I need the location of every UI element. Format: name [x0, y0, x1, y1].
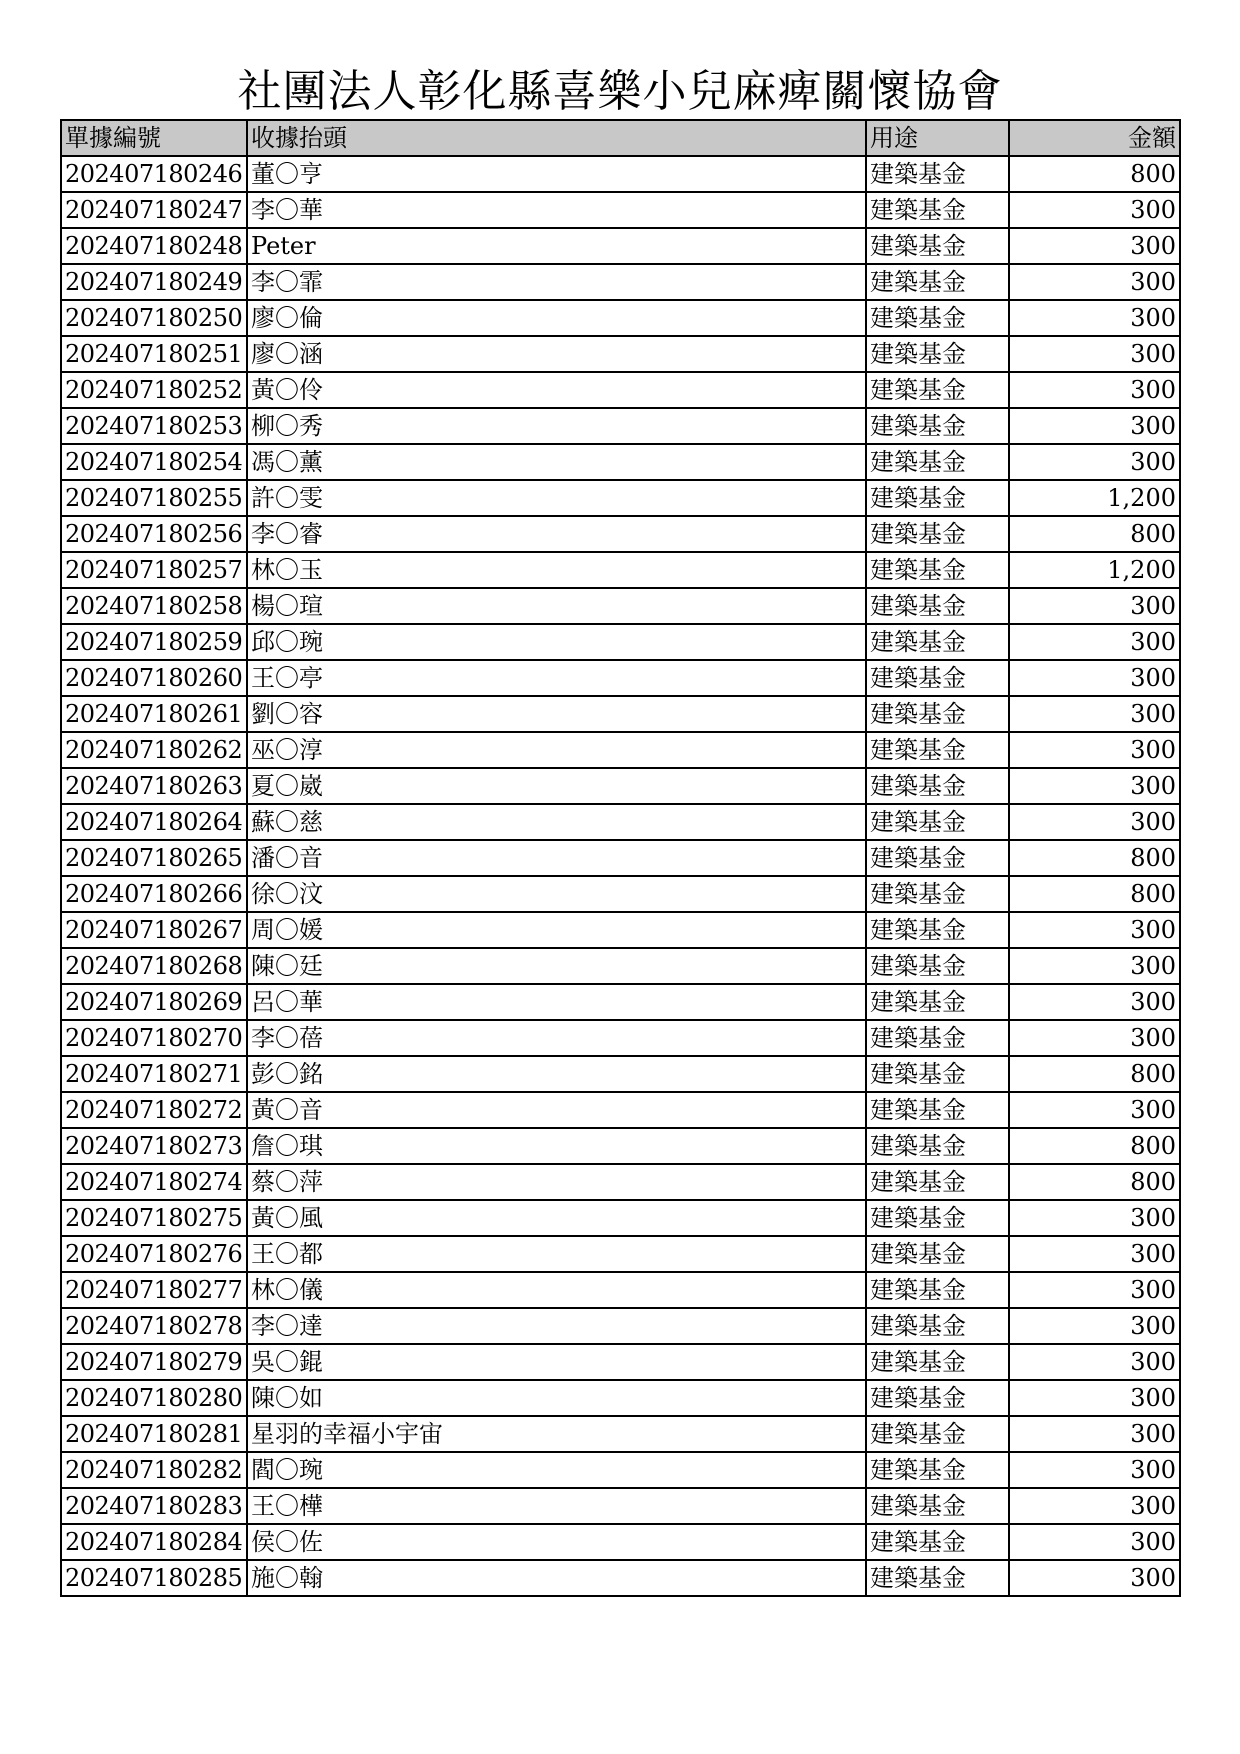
receipt-no-cell: 202407180282: [61, 1452, 247, 1488]
amount-cell: 800: [1009, 516, 1180, 552]
receipt-no-cell: 202407180285: [61, 1560, 247, 1596]
payee-cell: 蘇〇慈: [247, 804, 866, 840]
receipt-no-cell: 202407180270: [61, 1020, 247, 1056]
receipt-no-cell: 202407180258: [61, 588, 247, 624]
amount-cell: 300: [1009, 1416, 1180, 1452]
table-row: [61, 1344, 1180, 1380]
table-row: [61, 624, 1180, 660]
amount-cell: 300: [1009, 264, 1180, 300]
purpose-cell: 建築基金: [866, 1488, 1009, 1524]
receipt-no-cell: 202407180279: [61, 1344, 247, 1380]
table-row: [61, 1020, 1180, 1056]
receipt-no-cell: 202407180252: [61, 372, 247, 408]
table-row: [61, 228, 1180, 264]
receipt-no-cell: 202407180284: [61, 1524, 247, 1560]
table-row: [61, 1056, 1180, 1092]
table-row: [61, 1128, 1180, 1164]
payee-cell: 潘〇音: [247, 840, 866, 876]
purpose-cell: 建築基金: [866, 444, 1009, 480]
header-purpose: 用途: [866, 120, 1009, 156]
table-row: [61, 336, 1180, 372]
payee-cell: 邱〇琬: [247, 624, 866, 660]
payee-cell: 廖〇倫: [247, 300, 866, 336]
table-row: [61, 588, 1180, 624]
amount-cell: 300: [1009, 1092, 1180, 1128]
table-row: [61, 372, 1180, 408]
table-row: [61, 1524, 1180, 1560]
purpose-cell: 建築基金: [866, 696, 1009, 732]
receipt-no-cell: 202407180251: [61, 336, 247, 372]
receipt-no-cell: 202407180269: [61, 984, 247, 1020]
table-row: [61, 1272, 1180, 1308]
table-header-row: [61, 120, 1180, 156]
payee-cell: 徐〇汶: [247, 876, 866, 912]
amount-cell: 300: [1009, 1308, 1180, 1344]
receipt-no-cell: 202407180283: [61, 1488, 247, 1524]
purpose-cell: 建築基金: [866, 1236, 1009, 1272]
receipt-no-cell: 202407180278: [61, 1308, 247, 1344]
payee-cell: 閻〇琬: [247, 1452, 866, 1488]
receipt-no-cell: 202407180271: [61, 1056, 247, 1092]
amount-cell: 800: [1009, 876, 1180, 912]
payee-cell: 蔡〇萍: [247, 1164, 866, 1200]
amount-cell: 300: [1009, 336, 1180, 372]
table-row: [61, 408, 1180, 444]
purpose-cell: 建築基金: [866, 336, 1009, 372]
payee-cell: 巫〇淳: [247, 732, 866, 768]
table-row: [61, 912, 1180, 948]
payee-cell: 許〇雯: [247, 480, 866, 516]
amount-cell: 300: [1009, 984, 1180, 1020]
receipt-no-cell: 202407180253: [61, 408, 247, 444]
amount-cell: 300: [1009, 912, 1180, 948]
purpose-cell: 建築基金: [866, 768, 1009, 804]
payee-cell: 侯〇佐: [247, 1524, 866, 1560]
payee-cell: Peter: [247, 228, 866, 264]
table-row: [61, 732, 1180, 768]
purpose-cell: 建築基金: [866, 300, 1009, 336]
receipt-no-cell: 202407180267: [61, 912, 247, 948]
amount-cell: 300: [1009, 1380, 1180, 1416]
receipt-no-cell: 202407180248: [61, 228, 247, 264]
payee-cell: 林〇儀: [247, 1272, 866, 1308]
donation-table: [60, 119, 1181, 1597]
purpose-cell: 建築基金: [866, 552, 1009, 588]
table-row: [61, 444, 1180, 480]
purpose-cell: 建築基金: [866, 1164, 1009, 1200]
table-row: [61, 984, 1180, 1020]
amount-cell: 800: [1009, 1128, 1180, 1164]
amount-cell: 300: [1009, 1272, 1180, 1308]
purpose-cell: 建築基金: [866, 984, 1009, 1020]
receipt-no-cell: 202407180280: [61, 1380, 247, 1416]
amount-cell: 300: [1009, 696, 1180, 732]
payee-cell: 王〇樺: [247, 1488, 866, 1524]
purpose-cell: 建築基金: [866, 912, 1009, 948]
payee-cell: 李〇蓓: [247, 1020, 866, 1056]
payee-cell: 李〇達: [247, 1308, 866, 1344]
table-body: [61, 156, 1180, 1596]
table-row: [61, 696, 1180, 732]
purpose-cell: 建築基金: [866, 1344, 1009, 1380]
document-title: 社團法人彰化縣喜樂小兒麻痺關懷協會: [237, 66, 1003, 117]
table-row: [61, 1380, 1180, 1416]
table-row: [61, 1416, 1180, 1452]
payee-cell: 夏〇崴: [247, 768, 866, 804]
payee-cell: 陳〇廷: [247, 948, 866, 984]
amount-cell: 300: [1009, 228, 1180, 264]
receipt-no-cell: 202407180272: [61, 1092, 247, 1128]
amount-cell: 300: [1009, 1488, 1180, 1524]
receipt-no-cell: 202407180254: [61, 444, 247, 480]
purpose-cell: 建築基金: [866, 1020, 1009, 1056]
payee-cell: 黃〇伶: [247, 372, 866, 408]
payee-cell: 李〇睿: [247, 516, 866, 552]
purpose-cell: 建築基金: [866, 1200, 1009, 1236]
amount-cell: 800: [1009, 840, 1180, 876]
amount-cell: 300: [1009, 1344, 1180, 1380]
receipt-no-cell: 202407180268: [61, 948, 247, 984]
table-row: [61, 552, 1180, 588]
receipt-no-cell: 202407180261: [61, 696, 247, 732]
table-row: [61, 1164, 1180, 1200]
payee-cell: 李〇華: [247, 192, 866, 228]
amount-cell: 1,200: [1009, 480, 1180, 516]
purpose-cell: 建築基金: [866, 1092, 1009, 1128]
payee-cell: 馮〇薰: [247, 444, 866, 480]
purpose-cell: 建築基金: [866, 516, 1009, 552]
receipt-no-cell: 202407180277: [61, 1272, 247, 1308]
receipt-no-cell: 202407180263: [61, 768, 247, 804]
receipt-no-cell: 202407180260: [61, 660, 247, 696]
purpose-cell: 建築基金: [866, 372, 1009, 408]
amount-cell: 800: [1009, 1164, 1180, 1200]
amount-cell: 1,200: [1009, 552, 1180, 588]
receipt-no-cell: 202407180264: [61, 804, 247, 840]
payee-cell: 廖〇涵: [247, 336, 866, 372]
payee-cell: 柳〇秀: [247, 408, 866, 444]
purpose-cell: 建築基金: [866, 1056, 1009, 1092]
amount-cell: 300: [1009, 624, 1180, 660]
amount-cell: 300: [1009, 1236, 1180, 1272]
purpose-cell: 建築基金: [866, 264, 1009, 300]
purpose-cell: 建築基金: [866, 948, 1009, 984]
payee-cell: 彭〇銘: [247, 1056, 866, 1092]
table-row: [61, 516, 1180, 552]
purpose-cell: 建築基金: [866, 1308, 1009, 1344]
amount-cell: 300: [1009, 948, 1180, 984]
purpose-cell: 建築基金: [866, 1524, 1009, 1560]
table-row: [61, 480, 1180, 516]
amount-cell: 300: [1009, 804, 1180, 840]
amount-cell: 300: [1009, 732, 1180, 768]
table-row: [61, 1308, 1180, 1344]
receipt-no-cell: 202407180273: [61, 1128, 247, 1164]
purpose-cell: 建築基金: [866, 156, 1009, 192]
table-row: [61, 876, 1180, 912]
purpose-cell: 建築基金: [866, 660, 1009, 696]
payee-cell: 楊〇瑄: [247, 588, 866, 624]
purpose-cell: 建築基金: [866, 228, 1009, 264]
table-row: [61, 1200, 1180, 1236]
purpose-cell: 建築基金: [866, 840, 1009, 876]
payee-cell: 劉〇容: [247, 696, 866, 732]
purpose-cell: 建築基金: [866, 1452, 1009, 1488]
purpose-cell: 建築基金: [866, 1272, 1009, 1308]
purpose-cell: 建築基金: [866, 588, 1009, 624]
receipt-no-cell: 202407180249: [61, 264, 247, 300]
amount-cell: 300: [1009, 1452, 1180, 1488]
amount-cell: 300: [1009, 192, 1180, 228]
amount-cell: 300: [1009, 1524, 1180, 1560]
receipt-no-cell: 202407180266: [61, 876, 247, 912]
receipt-no-cell: 202407180250: [61, 300, 247, 336]
table-row: [61, 1092, 1180, 1128]
header-payee: 收據抬頭: [247, 120, 866, 156]
amount-cell: 800: [1009, 1056, 1180, 1092]
amount-cell: 300: [1009, 660, 1180, 696]
payee-cell: 林〇玉: [247, 552, 866, 588]
payee-cell: 星羽的幸福小宇宙: [247, 1416, 866, 1452]
payee-cell: 黃〇風: [247, 1200, 866, 1236]
table-row: [61, 768, 1180, 804]
table-row: [61, 840, 1180, 876]
purpose-cell: 建築基金: [866, 624, 1009, 660]
purpose-cell: 建築基金: [866, 1128, 1009, 1164]
table-row: [61, 1452, 1180, 1488]
purpose-cell: 建築基金: [866, 1416, 1009, 1452]
payee-cell: 周〇媛: [247, 912, 866, 948]
payee-cell: 王〇都: [247, 1236, 866, 1272]
table-row: [61, 156, 1180, 192]
table-row: [61, 1236, 1180, 1272]
receipt-no-cell: 202407180265: [61, 840, 247, 876]
amount-cell: 300: [1009, 588, 1180, 624]
table-row: [61, 1488, 1180, 1524]
amount-cell: 300: [1009, 1200, 1180, 1236]
purpose-cell: 建築基金: [866, 1380, 1009, 1416]
receipt-no-cell: 202407180246: [61, 156, 247, 192]
purpose-cell: 建築基金: [866, 1560, 1009, 1596]
receipt-no-cell: 202407180275: [61, 1200, 247, 1236]
amount-cell: 300: [1009, 1560, 1180, 1596]
purpose-cell: 建築基金: [866, 408, 1009, 444]
header-receipt-no: 單據編號: [61, 120, 247, 156]
table-row: [61, 264, 1180, 300]
table-row: [61, 192, 1180, 228]
amount-cell: 300: [1009, 1020, 1180, 1056]
table-row: [61, 300, 1180, 336]
purpose-cell: 建築基金: [866, 480, 1009, 516]
receipt-no-cell: 202407180276: [61, 1236, 247, 1272]
amount-cell: 300: [1009, 768, 1180, 804]
amount-cell: 300: [1009, 408, 1180, 444]
purpose-cell: 建築基金: [866, 732, 1009, 768]
amount-cell: 300: [1009, 300, 1180, 336]
table-row: [61, 660, 1180, 696]
amount-cell: 300: [1009, 372, 1180, 408]
header-amount: 金額: [1009, 120, 1180, 156]
amount-cell: 300: [1009, 444, 1180, 480]
payee-cell: 施〇翰: [247, 1560, 866, 1596]
purpose-cell: 建築基金: [866, 804, 1009, 840]
amount-cell: 800: [1009, 156, 1180, 192]
payee-cell: 陳〇如: [247, 1380, 866, 1416]
receipt-no-cell: 202407180256: [61, 516, 247, 552]
receipt-no-cell: 202407180247: [61, 192, 247, 228]
receipt-no-cell: 202407180255: [61, 480, 247, 516]
table-row: [61, 1560, 1180, 1596]
payee-cell: 李〇霏: [247, 264, 866, 300]
table-row: [61, 948, 1180, 984]
receipt-no-cell: 202407180257: [61, 552, 247, 588]
payee-cell: 董〇亨: [247, 156, 866, 192]
payee-cell: 詹〇琪: [247, 1128, 866, 1164]
payee-cell: 吳〇錕: [247, 1344, 866, 1380]
payee-cell: 呂〇華: [247, 984, 866, 1020]
payee-cell: 王〇亭: [247, 660, 866, 696]
table-row: [61, 804, 1180, 840]
receipt-no-cell: 202407180259: [61, 624, 247, 660]
receipt-no-cell: 202407180281: [61, 1416, 247, 1452]
purpose-cell: 建築基金: [866, 876, 1009, 912]
receipt-no-cell: 202407180262: [61, 732, 247, 768]
payee-cell: 黃〇音: [247, 1092, 866, 1128]
receipt-no-cell: 202407180274: [61, 1164, 247, 1200]
purpose-cell: 建築基金: [866, 192, 1009, 228]
